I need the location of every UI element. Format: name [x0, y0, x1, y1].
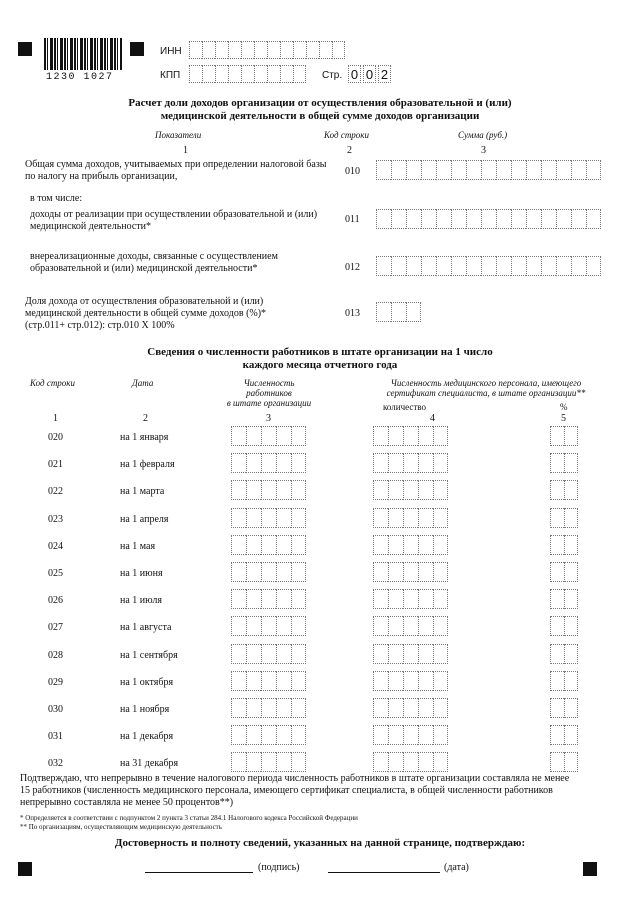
- row-code: 024: [48, 541, 63, 552]
- row-012-text: внереализационные доходы, связанные с осуществлением образовательной и (или) медицинской деятельности*: [30, 251, 278, 274]
- staff-count-field[interactable]: [231, 671, 306, 691]
- staff-count-field[interactable]: [231, 426, 306, 446]
- row-code: 022: [48, 486, 63, 497]
- attestation-heading: Достоверность и полноту сведений, указанных на данной странице, подтверждаю:: [114, 837, 526, 849]
- med-count-field[interactable]: [373, 725, 448, 745]
- section1-col-number: 1: [183, 145, 188, 156]
- med-percent-field[interactable]: [550, 725, 578, 745]
- section2-col-number: 5: [561, 413, 566, 424]
- page-number-field[interactable]: [348, 65, 391, 83]
- med-percent-field[interactable]: [550, 752, 578, 772]
- med-percent-field[interactable]: [550, 480, 578, 500]
- staff-count-field[interactable]: [231, 535, 306, 555]
- row-code: 032: [48, 758, 63, 769]
- section2-title-line2: каждого месяца отчетного года: [242, 359, 398, 371]
- section2-col-number: 3: [266, 413, 271, 424]
- section2-col-header-med: Численность медицинского персонала, имеющего сертификат специалиста, в штате организации**: [386, 378, 586, 398]
- med-percent-field[interactable]: [550, 671, 578, 691]
- row-code: 029: [48, 677, 63, 688]
- staff-count-field[interactable]: [231, 589, 306, 609]
- row-011-sum-field[interactable]: [376, 209, 601, 229]
- med-count-field[interactable]: [373, 698, 448, 718]
- med-count-field[interactable]: [373, 453, 448, 473]
- row-date: на 1 января: [120, 432, 169, 443]
- med-count-field[interactable]: [373, 480, 448, 500]
- section2-col-number: 1: [53, 413, 58, 424]
- corner-marker-bottom-left: [18, 862, 32, 876]
- footnote-2: ** По организациям, осуществляющим медицинскую деятельность: [20, 823, 222, 831]
- row-date: на 1 февраля: [120, 459, 175, 470]
- barcode-image: [44, 38, 122, 70]
- staff-count-field[interactable]: [231, 752, 306, 772]
- staff-count-field[interactable]: [231, 644, 306, 664]
- staff-count-field[interactable]: [231, 698, 306, 718]
- row-date: на 1 декабря: [120, 731, 174, 742]
- med-percent-field[interactable]: [550, 426, 578, 446]
- row-date: на 1 июня: [120, 568, 163, 579]
- staff-count-field[interactable]: [231, 616, 306, 636]
- corner-marker-top-mid: [130, 42, 144, 56]
- date-label: (дата): [444, 862, 469, 873]
- med-percent-field[interactable]: [550, 562, 578, 582]
- section2-col-header-staff: Численность работников в штате организации: [226, 378, 312, 408]
- page-label: Стр.: [322, 70, 343, 81]
- row-code: 025: [48, 568, 63, 579]
- row-date: на 1 ноября: [120, 704, 170, 715]
- kpp-label: КПП: [160, 70, 181, 81]
- row-date: на 1 сентября: [120, 650, 178, 661]
- row-code: 020: [48, 432, 63, 443]
- row-012-code: 012: [345, 262, 360, 273]
- section1-col-header-code: Код строки: [324, 130, 370, 140]
- barcode-number: 1230 1027: [46, 72, 114, 83]
- inn-label: ИНН: [160, 46, 182, 57]
- row-date: на 1 октября: [120, 677, 174, 688]
- row-date: на 31 декабря: [120, 758, 179, 769]
- row-code: 021: [48, 459, 63, 470]
- signature-line[interactable]: [145, 872, 253, 873]
- row-013-percent-field[interactable]: [376, 302, 421, 322]
- med-count-field[interactable]: [373, 426, 448, 446]
- med-percent-field[interactable]: [550, 616, 578, 636]
- row-code: 028: [48, 650, 63, 661]
- med-percent-field[interactable]: [550, 453, 578, 473]
- kpp-field[interactable]: [189, 65, 306, 83]
- in-that-number-label: в том числе:: [30, 193, 83, 204]
- med-percent-field[interactable]: [550, 535, 578, 555]
- row-010-text: Общая сумма доходов, учитываемых при определении налоговой базы по налогу на прибыль организации,: [25, 159, 327, 182]
- page-digit: 0: [348, 65, 361, 83]
- row-date: на 1 апреля: [120, 514, 169, 525]
- med-count-field[interactable]: [373, 535, 448, 555]
- row-code: 023: [48, 514, 63, 525]
- staff-count-field[interactable]: [231, 480, 306, 500]
- section1-col-header-indicator: Показатели: [155, 130, 202, 140]
- med-count-field[interactable]: [373, 671, 448, 691]
- section2-title-line1: Сведения о численности работников в штате организации на 1 число: [147, 346, 493, 358]
- inn-field[interactable]: [189, 41, 345, 59]
- footnote-1: * Определяется в соответствии с подпунктом 2 пункта 3 статьи 284.1 Налогового кодекса Российской Федерации: [20, 814, 358, 822]
- page-digit: 0: [363, 65, 376, 83]
- med-percent-field[interactable]: [550, 508, 578, 528]
- section2-sub-percent: %: [560, 402, 568, 412]
- section1-title-line1: Расчет доли доходов организации от осуществления образовательной и (или): [128, 97, 512, 109]
- row-date: на 1 июля: [120, 595, 162, 606]
- med-count-field[interactable]: [373, 752, 448, 772]
- corner-marker-top-left: [18, 42, 32, 56]
- section2-col-header-date: Дата: [132, 378, 154, 388]
- med-count-field[interactable]: [373, 616, 448, 636]
- med-count-field[interactable]: [373, 589, 448, 609]
- row-012-sum-field[interactable]: [376, 256, 601, 276]
- date-line[interactable]: [328, 872, 440, 873]
- staff-count-field[interactable]: [231, 725, 306, 745]
- row-code: 027: [48, 622, 63, 633]
- med-count-field[interactable]: [373, 562, 448, 582]
- row-011-text: доходы от реализации при осуществлении образовательной и (или) медицинской деятельности*: [30, 209, 318, 232]
- signature-label: (подпись): [258, 862, 300, 873]
- row-010-sum-field[interactable]: [376, 160, 601, 180]
- staff-count-field[interactable]: [231, 562, 306, 582]
- row-code: 031: [48, 731, 63, 742]
- section1-col-header-sum: Сумма (руб.): [458, 130, 508, 140]
- row-013-text: Доля дохода от осуществления образовательной и (или) медицинской деятельности в общей сумме доходов (%)* (стр.011+ стр.012): стр.010 Х 100%: [25, 296, 267, 331]
- corner-marker-bottom-right: [583, 862, 597, 876]
- med-count-field[interactable]: [373, 508, 448, 528]
- section1-col-number: 2: [347, 145, 352, 156]
- section1-col-number: 3: [481, 145, 486, 156]
- med-percent-field[interactable]: [550, 589, 578, 609]
- section2-col-number: 4: [430, 413, 435, 424]
- page-digit: 2: [378, 65, 391, 83]
- med-percent-field[interactable]: [550, 644, 578, 664]
- row-date: на 1 мая: [120, 541, 156, 552]
- row-011-code: 011: [345, 214, 360, 225]
- row-date: на 1 марта: [120, 486, 165, 497]
- confirmation-text: Подтверждаю, что непрерывно в течение налогового периода численность работников в штате организации составляла не менее 15 работников (численность медицинского персонала, имеющего сертификат специалиста, в общей численности работников непрерывно составляла не менее 50 процентов**): [20, 773, 570, 808]
- section2-sub-count: количество: [383, 402, 426, 412]
- section2-col-header-code: Код строки: [30, 378, 76, 388]
- row-013-code: 013: [345, 308, 360, 319]
- row-code: 026: [48, 595, 63, 606]
- row-code: 030: [48, 704, 63, 715]
- row-010-code: 010: [345, 166, 360, 177]
- staff-count-field[interactable]: [231, 508, 306, 528]
- med-count-field[interactable]: [373, 644, 448, 664]
- med-percent-field[interactable]: [550, 698, 578, 718]
- section1-title-line2: медицинской деятельности в общей сумме доходов организации: [160, 110, 480, 122]
- row-date: на 1 августа: [120, 622, 172, 633]
- staff-count-field[interactable]: [231, 453, 306, 473]
- section2-col-number: 2: [143, 413, 148, 424]
